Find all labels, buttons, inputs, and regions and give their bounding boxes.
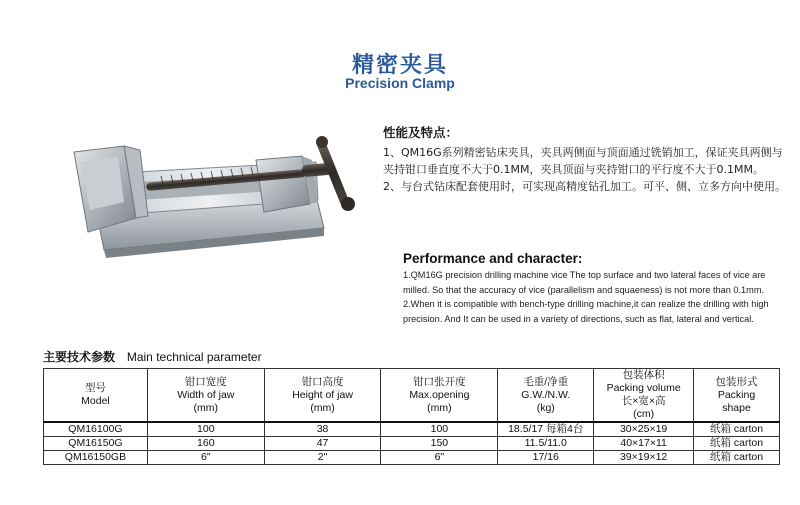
table-row [44, 437, 780, 451]
col-header-unit: (kg) [536, 401, 555, 414]
col-header-en: Height of jaw [292, 388, 353, 401]
features-cn-heading: 性能及特点： [383, 125, 459, 140]
col-header-en: Packing volume [606, 382, 681, 394]
features-cn-section [383, 123, 793, 195]
features-en-item: 2.When it is compatible with bench-type drilling machine,it can realize the drilling with high precision. And It can be used in a variety of directions, such as flat, lateral and vertical. [403, 299, 769, 324]
col-header-unit: (mm) [193, 401, 219, 414]
cell-model: QM16150GB [44, 451, 148, 465]
col-header-model [44, 369, 148, 423]
table-row [44, 422, 780, 437]
cell-packing-shape: 纸箱 carton [694, 437, 780, 451]
cell-weight: 18.5/17 每箱4台 [498, 422, 594, 437]
col-header-cn: 包装体积 [622, 369, 665, 381]
col-header-weight [498, 369, 594, 423]
col-header-cn: 毛重/净重 [523, 375, 569, 388]
col-header-en: G.W./N.W. [521, 388, 571, 401]
col-header-en: Max.opening [409, 388, 470, 401]
col-header-en: Width of jaw [177, 388, 235, 401]
features-cn-item: 1、QM16G系列精密钻床夹具，夹具两侧面与顶面通过铣销加工，保证夹具两侧与夹持钳口垂直度不大于0.1MM，夹具顶面与夹持钳口的平行度不大于0.1MM。 [383, 146, 783, 176]
cell-jaw-width: 6" [147, 451, 264, 465]
params-heading [43, 348, 262, 365]
params-heading-cn: 主要技术参数 [43, 350, 116, 364]
cell-jaw-height: 38 [264, 422, 381, 437]
page-title: 精密夹具 [351, 53, 448, 78]
col-header-unit: (mm) [427, 401, 452, 414]
cell-max-opening: 6" [381, 451, 498, 465]
col-header-cn: 钳口宽度 [184, 375, 227, 388]
col-header-packing-shape [694, 369, 780, 423]
col-header-jaw-width [147, 369, 264, 423]
col-header-cn: 包装形式 [715, 375, 758, 388]
col-header-unit: (mm) [310, 401, 335, 414]
cell-max-opening: 100 [381, 422, 498, 437]
col-header-cn: 钳口张开度 [413, 375, 466, 388]
cell-packing-shape: 纸箱 carton [694, 451, 780, 465]
cell-jaw-height: 47 [264, 437, 381, 451]
cell-jaw-width: 100 [147, 422, 264, 437]
col-header-jaw-height [264, 369, 381, 423]
features-en-section [403, 251, 788, 326]
col-header-en2: shape [722, 401, 751, 414]
cell-model: QM16100G [44, 422, 148, 437]
vice-product-photo [66, 132, 382, 262]
cell-weight: 11.5/11.0 [498, 437, 594, 451]
cell-jaw-height: 2" [264, 451, 381, 465]
spec-table-header [44, 369, 780, 423]
cell-max-opening: 150 [381, 437, 498, 451]
params-heading-en: Main technical parameter [126, 350, 262, 364]
col-header-en: Model [81, 395, 110, 407]
spec-table [43, 368, 780, 465]
cell-packing-shape: 纸箱 carton [694, 422, 780, 437]
col-header-unit: (cm) [633, 408, 655, 420]
cell-packing-volume: 30×25×19 [594, 422, 694, 437]
col-header-packing-volume [594, 369, 694, 423]
features-en-item: 1.QM16G precision drilling machine vice The top surface and two lateral faces of vice are milled. So that the accuracy of vice (parallelism and squaeness) is not more than 0.1mm. [403, 270, 766, 295]
col-header-cn: 型号 [84, 382, 106, 394]
cell-packing-volume: 39×19×12 [594, 451, 694, 465]
cell-weight: 17/16 [498, 451, 594, 465]
features-cn-item: 2、与台式钻床配套使用时，可实现高精度钻孔加工。可平、侧、立多方向中使用。 [383, 180, 786, 193]
col-header-cn2: 长×宽×高 [621, 395, 666, 407]
cell-model: QM16150G [44, 437, 148, 451]
col-header-max-opening [381, 369, 498, 423]
page-subtitle: Precision Clamp [345, 75, 455, 91]
cell-packing-volume: 40×17×11 [594, 437, 694, 451]
col-header-en: Packing [717, 388, 756, 401]
table-row [44, 451, 780, 465]
cell-jaw-width: 160 [147, 437, 264, 451]
col-header-cn: 钳口高度 [301, 375, 344, 388]
features-en-heading: Performance and character: [403, 251, 583, 266]
